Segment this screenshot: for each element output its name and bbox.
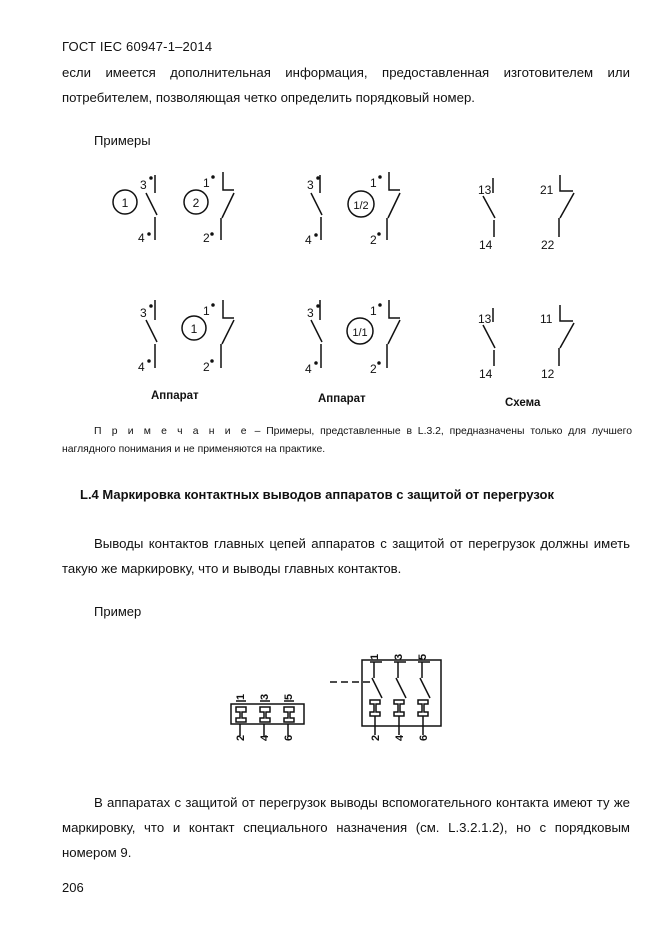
section-heading: L.4 Маркировка контактных выводов аппаратов с защитой от перегрузок	[80, 487, 554, 502]
svg-text:2: 2	[203, 360, 210, 374]
svg-text:14: 14	[479, 238, 493, 252]
example-label: Пример	[94, 604, 142, 619]
svg-text:1: 1	[235, 693, 247, 700]
caption-apparatus-1: Аппарат	[151, 390, 199, 402]
row1-group1	[113, 172, 234, 245]
svg-text:5: 5	[283, 693, 295, 700]
circle-label: 1/1	[352, 327, 368, 339]
svg-text:11: 11	[540, 312, 553, 326]
svg-text:2: 2	[370, 233, 377, 247]
svg-text:1: 1	[369, 653, 381, 660]
svg-text:3: 3	[307, 306, 314, 320]
svg-text:3: 3	[307, 178, 314, 192]
svg-text:13: 13	[478, 312, 492, 326]
row2-group1	[138, 300, 234, 374]
terminal-label: 4	[138, 231, 145, 245]
terminal-label: 1	[203, 176, 210, 190]
svg-text:5: 5	[417, 653, 429, 660]
svg-text:13: 13	[478, 183, 492, 197]
svg-text:4: 4	[394, 734, 406, 741]
intro-paragraph: если имеется дополнительная информация, предоставленная изготовителем или потребителем, позволяющая четко определить порядковый номер.	[62, 65, 630, 105]
svg-text:4: 4	[259, 734, 271, 741]
row2-group3	[478, 305, 574, 381]
main-paragraph: Выводы контактов главных цепей аппаратов с защитой от перегрузок должны иметь такую же маркировку, что и выводы главных контактов.	[62, 536, 630, 576]
overload-figure	[0, 640, 661, 750]
circle-label: 1/2	[353, 200, 369, 212]
svg-text:6: 6	[418, 734, 430, 741]
svg-text:12: 12	[541, 367, 555, 381]
row1-group3	[478, 175, 574, 252]
note-paragraph	[62, 423, 632, 459]
examples-figure	[0, 160, 661, 410]
row2-group2	[305, 300, 400, 376]
caption-apparatus-2: Аппарат	[318, 393, 366, 405]
svg-text:1: 1	[370, 176, 377, 190]
circle-label: 1	[121, 196, 129, 210]
svg-text:21: 21	[540, 183, 554, 197]
terminal-label: 2	[203, 231, 210, 245]
note-text: – Примеры, представленные в L.3.2, предназначены только для лучшего наглядного понимания и не применяются на практике.	[62, 426, 632, 455]
svg-text:4: 4	[138, 360, 145, 374]
svg-text:2: 2	[370, 362, 377, 376]
circle-label: 1	[190, 322, 198, 336]
terminal-label: 3	[140, 178, 147, 192]
svg-text:6: 6	[283, 734, 295, 741]
page-number: 206	[62, 880, 84, 895]
svg-text:1: 1	[203, 304, 210, 318]
svg-text:4: 4	[305, 233, 312, 247]
svg-text:3: 3	[259, 693, 271, 700]
circle-label: 2	[192, 196, 200, 210]
terminal-block	[231, 694, 304, 741]
svg-text:14: 14	[479, 367, 493, 381]
svg-text:22: 22	[541, 238, 555, 252]
svg-text:3: 3	[140, 306, 147, 320]
document-header: ГОСТ IEC 60947-1–2014	[62, 39, 213, 54]
row1-group2	[305, 172, 400, 247]
breaker-box	[330, 654, 441, 741]
svg-text:1: 1	[370, 304, 377, 318]
note-label: П р и м е ч а н и е	[94, 426, 249, 437]
svg-text:3: 3	[393, 653, 405, 660]
final-paragraph: В аппаратах с защитой от перегрузок выводы вспомогательного контакта имеют ту же маркировку, что и контакт специального назначения (см. L.3.2.1.2), но с порядковым номером 9.	[62, 795, 630, 860]
svg-text:2: 2	[370, 734, 382, 741]
svg-text:2: 2	[235, 734, 247, 741]
svg-text:4: 4	[305, 362, 312, 376]
examples-label: Примеры	[94, 133, 151, 148]
caption-scheme: Схема	[505, 397, 541, 409]
